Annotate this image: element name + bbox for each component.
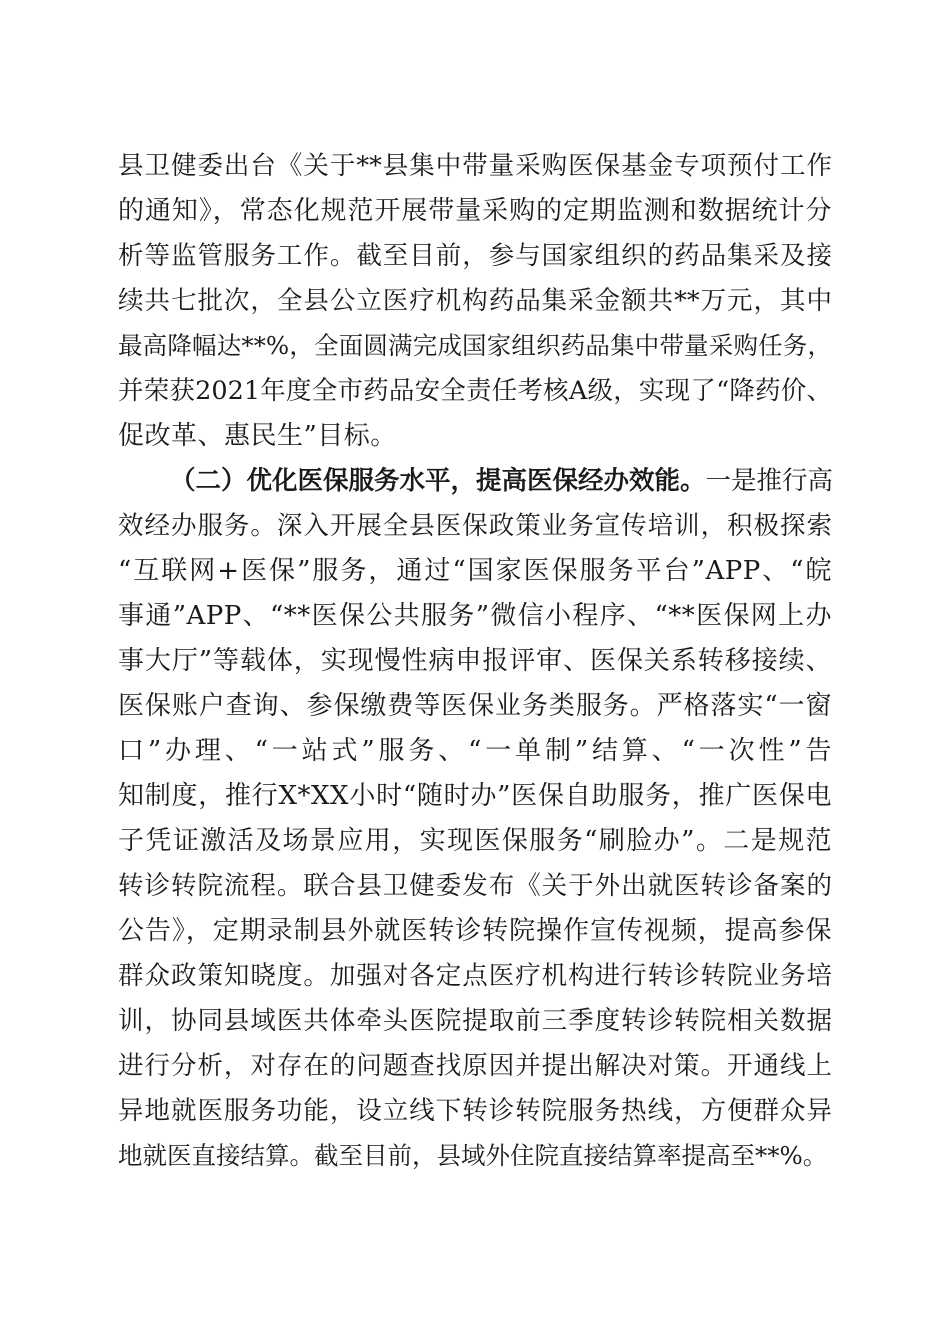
paragraph-2-line-12: 群众政策知晓度。加强对各定点医疗机构进行转诊转院业务培 bbox=[118, 961, 832, 991]
paragraph-2-line-5: 事大厅”等载体，实现慢性病申报评审、医保关系转移接续、 bbox=[118, 646, 832, 676]
paragraph-2-line-2: 效经办服务。深入开展全县医保政策业务宣传培训，积极探索 bbox=[118, 511, 832, 541]
paragraph-1-line-6: 并荣获2021年度全市药品安全责任考核A级，实现了“降药价、 bbox=[118, 376, 832, 406]
section-heading: （二）优化医保服务水平，提高医保经办效能。 bbox=[170, 466, 706, 496]
paragraph-2-line-16: 地就医直接结算。截至目前，县域外住院直接结算率提高至**%。 bbox=[118, 1141, 828, 1170]
paragraph-2-line-13: 训，协同县域医共体牵头医院提取前三季度转诊转院相关数据 bbox=[118, 1006, 832, 1036]
paragraph-2-line-11: 公告》，定期录制县外就医转诊转院操作宣传视频，提高参保 bbox=[118, 916, 832, 946]
paragraph-1-line-5: 最高降幅达**%，全面圆满完成国家组织药品集中带量采购任务， bbox=[118, 331, 832, 360]
paragraph-2-line-14: 进行分析，对存在的问题查找原因并提出解决对策。开通线上 bbox=[118, 1051, 832, 1081]
paragraph-2-line-9: 子凭证激活及场景应用，实现医保服务“刷脸办”。二是规范 bbox=[118, 826, 832, 856]
paragraph-2-line-4: 事通”APP、“**医保公共服务”微信小程序、“**医保网上办 bbox=[118, 601, 832, 631]
paragraph-2-line-3: “互联网+医保”服务，通过“国家医保服务平台”APP、“皖 bbox=[118, 556, 832, 586]
paragraph-2-line-1 bbox=[170, 461, 832, 501]
paragraph-1-line-7: 促改革、惠民生”目标。 bbox=[118, 421, 397, 451]
paragraph-2-line-10: 转诊转院流程。联合县卫健委发布《关于外出就医转诊备案的 bbox=[118, 871, 832, 901]
paragraph-2-line-7: 口”办理、“一站式”服务、“一单制”结算、“一次性”告 bbox=[118, 736, 832, 766]
paragraph-2-line-15: 异地就医服务功能，设立线下转诊转院服务热线，方便群众异 bbox=[118, 1096, 832, 1126]
paragraph-1-line-4: 续共七批次，全县公立医疗机构药品集采金额共**万元，其中 bbox=[118, 286, 832, 316]
paragraph-2-line-6: 医保账户查询、参保缴费等医保业务类服务。严格落实“一窗 bbox=[118, 691, 832, 721]
paragraph-1-line-2: 的通知》，常态化规范开展带量采购的定期监测和数据统计分 bbox=[118, 196, 832, 226]
paragraph-2-line-8: 知制度，推行X*XX小时“随时办”医保自助服务，推广医保电 bbox=[118, 781, 832, 811]
paragraph-1-line-1: 县卫健委出台《关于**县集中带量采购医保基金专项预付工作 bbox=[118, 151, 832, 181]
paragraph-1-line-3: 析等监管服务工作。截至目前，参与国家组织的药品集采及接 bbox=[118, 241, 832, 271]
section-heading-continuation: 一是推行高 bbox=[705, 466, 834, 496]
